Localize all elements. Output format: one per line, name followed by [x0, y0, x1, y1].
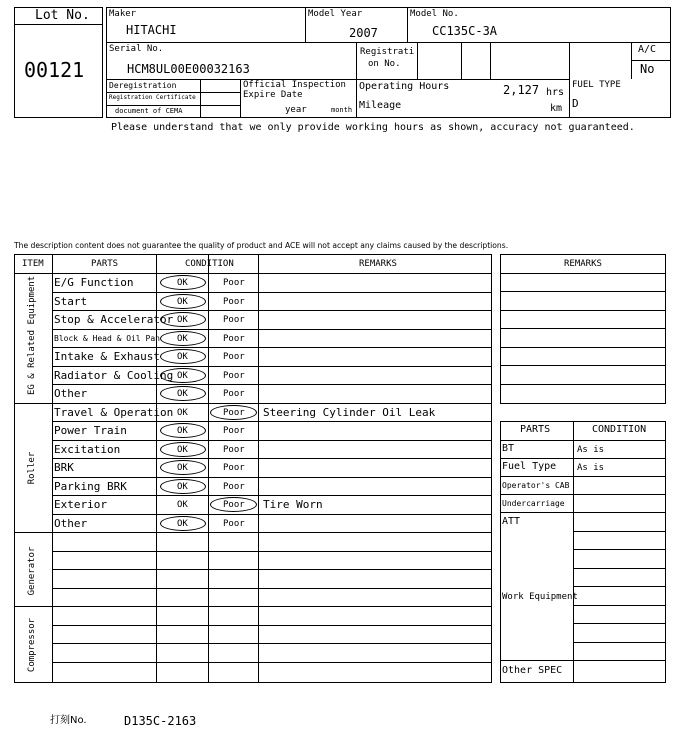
- ok-option[interactable]: OK: [177, 444, 188, 455]
- side-parts-row-line: [500, 512, 666, 513]
- km-unit: km: [550, 103, 563, 114]
- poor-option[interactable]: Poor: [223, 426, 245, 436]
- side-remarks-row-line: [500, 310, 666, 311]
- poor-option[interactable]: Poor: [223, 296, 245, 307]
- part-label: Block & Head & Oil Pan: [54, 333, 160, 343]
- model-year-value: 2007: [349, 26, 378, 40]
- model-no-label: Model No.: [410, 9, 459, 19]
- registration-certificate-label: Registration Certificate: [109, 94, 196, 101]
- operating-hours-label: Operating Hours: [359, 81, 450, 92]
- side-parts-row-line: [500, 494, 666, 495]
- inspection-label-1: Official Inspection: [243, 80, 346, 90]
- model-no-value: CC135C-3A: [432, 24, 498, 38]
- side-remarks-row-line: [500, 328, 666, 329]
- side-condition-row-line: [573, 586, 666, 587]
- ok-selected-circle: [160, 368, 206, 383]
- row-divider: [52, 477, 492, 478]
- poor-option[interactable]: Poor: [223, 333, 245, 344]
- month-label: month: [331, 106, 353, 114]
- hours-unit: hrs: [546, 87, 565, 98]
- poor-selected-circle: [210, 405, 257, 420]
- poor-option[interactable]: Poor: [223, 500, 245, 510]
- poor-option[interactable]: Poor: [223, 444, 245, 455]
- ok-option[interactable]: OK: [177, 333, 188, 344]
- ok-selected-circle: [160, 460, 206, 475]
- ok-option[interactable]: OK: [177, 352, 188, 362]
- side-remarks-row-line: [500, 365, 666, 366]
- row-divider: [52, 310, 492, 311]
- side-remarks-row-line: [500, 384, 666, 385]
- poor-option[interactable]: Poor: [223, 370, 245, 381]
- poor-option[interactable]: Poor: [223, 407, 245, 418]
- side-parts-row-line: [500, 660, 666, 661]
- group-label-eg: EG & Related Equipment: [27, 275, 37, 395]
- ok-option[interactable]: OK: [177, 370, 188, 381]
- row-divider: [52, 514, 492, 515]
- group-label-compressor: Compressor: [27, 617, 37, 673]
- group-divider: [14, 532, 492, 533]
- row-divider: [52, 347, 492, 348]
- side-condition-row-line: [573, 568, 666, 569]
- ok-option[interactable]: OK: [177, 463, 188, 473]
- ok-option[interactable]: OK: [177, 518, 188, 529]
- fuel-type-label: FUEL TYPE: [572, 80, 621, 90]
- serial-value: HCM8UL00E00032163: [127, 62, 250, 76]
- year-label: year: [285, 105, 307, 115]
- ok-option[interactable]: OK: [177, 315, 188, 325]
- remark-text: Tire Worn: [263, 498, 323, 511]
- ok-selected-circle: [160, 442, 206, 457]
- part-label: Other: [54, 387, 88, 400]
- part-label: BRK: [54, 461, 74, 474]
- ok-option[interactable]: OK: [177, 278, 188, 288]
- ok-option[interactable]: OK: [177, 296, 188, 307]
- part-label: Radiator & Cooling: [54, 368, 174, 382]
- inspection-label-2: Expire Date: [243, 90, 303, 100]
- side-condition-fuel-type: As is: [577, 463, 605, 473]
- ok-selected-circle: [160, 479, 206, 494]
- side-parts-header: PARTS: [520, 424, 551, 435]
- row-divider: [52, 495, 492, 496]
- part-label: Excitation: [54, 442, 121, 456]
- side-part-bt: BT: [502, 443, 515, 454]
- part-label: E/G Function: [54, 276, 134, 289]
- footer-label: 打刻No.: [50, 715, 87, 726]
- side-part-fuel-type: Fuel Type: [502, 461, 557, 472]
- part-label: Stop & Accelerator: [54, 313, 174, 326]
- mileage-label: Mileage: [359, 100, 402, 111]
- row-divider: [52, 569, 492, 570]
- side-parts-row-line: [500, 476, 666, 477]
- ok-selected-circle: [160, 331, 206, 346]
- row-divider: [52, 551, 492, 552]
- side-condition-row-line: [573, 642, 666, 643]
- footer-value: D135C-2163: [124, 714, 197, 728]
- row-divider: [52, 662, 492, 663]
- ok-selected-circle: [160, 423, 206, 438]
- cema-label: document of CEMA: [115, 107, 183, 115]
- accuracy-note: Please understand that we only provide working hours as shown, accuracy not guaranteed.: [111, 122, 635, 133]
- deregistration-label: Deregistration: [109, 81, 177, 90]
- side-condition-row-line: [573, 531, 666, 532]
- side-condition-bt: As is: [577, 445, 605, 455]
- row-divider: [52, 458, 492, 459]
- side-condition-row-line: [573, 605, 666, 606]
- remarks-header: REMARKS: [359, 259, 397, 269]
- parts-header: PARTS: [91, 259, 119, 269]
- row-divider: [52, 625, 492, 626]
- poor-option[interactable]: Poor: [223, 278, 245, 288]
- operating-hours-value: 2,127: [503, 83, 540, 97]
- lot-number: 00121: [24, 58, 85, 82]
- row-divider: [52, 643, 492, 644]
- side-condition-header: CONDITION: [592, 424, 647, 435]
- poor-option[interactable]: Poor: [223, 463, 245, 473]
- part-label: Intake & Exhaust: [54, 350, 160, 363]
- group-divider: [14, 403, 492, 404]
- part-label: Exterior: [54, 498, 107, 511]
- side-remarks-frame: [500, 254, 666, 404]
- side-remarks-row-line: [500, 291, 666, 292]
- maker-label: Maker: [109, 9, 137, 19]
- row-divider: [52, 292, 492, 293]
- poor-option[interactable]: Poor: [223, 352, 245, 362]
- row-divider: [52, 384, 492, 385]
- item-header: ITEM: [22, 259, 44, 269]
- serial-label: Serial No.: [109, 44, 164, 54]
- ok-selected-circle: [160, 312, 206, 327]
- maker-value: HITACHI: [126, 23, 177, 37]
- remark-text: Steering Cylinder Oil Leak: [263, 405, 436, 419]
- ok-selected-circle: [160, 386, 206, 401]
- group-label-roller: Roller: [27, 451, 37, 485]
- ok-selected-circle: [160, 275, 206, 290]
- group-divider: [14, 606, 492, 607]
- poor-option[interactable]: Poor: [223, 315, 245, 325]
- disclaimer: The description content does not guarantee the quality of product and ACE will not accept any claims caused by the descriptions.: [14, 241, 509, 250]
- row-divider: [52, 440, 492, 441]
- side-part-undercarriage: Undercarriage: [502, 499, 565, 508]
- side-condition-row-line: [573, 549, 666, 550]
- side-part-work-equipment: Work Equipment: [502, 592, 578, 602]
- side-remarks-header: REMARKS: [564, 259, 602, 269]
- ok-option[interactable]: OK: [177, 481, 188, 492]
- ok-option[interactable]: OK: [177, 500, 188, 510]
- row-divider: [52, 421, 492, 422]
- row-divider: [52, 329, 492, 330]
- ok-selected-circle: [160, 349, 206, 364]
- part-label: Other: [54, 516, 88, 530]
- ac-value: No: [640, 62, 655, 76]
- ok-selected-circle: [160, 516, 206, 531]
- row-divider: [52, 588, 492, 589]
- side-parts-row-line: [500, 458, 666, 459]
- fuel-type-value: D: [572, 97, 579, 110]
- part-label: Parking BRK: [54, 479, 127, 493]
- poor-option[interactable]: Poor: [223, 389, 245, 399]
- poor-selected-circle: [210, 497, 257, 512]
- part-label: Travel & Operation: [54, 405, 174, 419]
- condition-header: CONDITION: [185, 259, 234, 269]
- side-remarks-row-line: [500, 347, 666, 348]
- side-remarks-row-line: [500, 273, 666, 274]
- poor-option[interactable]: Poor: [223, 518, 245, 529]
- registration-label-1: Registrati: [360, 47, 415, 57]
- side-part-att: ATT: [502, 516, 521, 527]
- row-divider: [52, 366, 492, 367]
- ac-label: A/C: [638, 44, 657, 55]
- part-label: Power Train: [54, 424, 127, 437]
- side-part-operator-cab: Operator's CAB: [502, 481, 570, 490]
- ok-option[interactable]: OK: [177, 407, 188, 418]
- group-label-generator: Generator: [27, 546, 37, 596]
- lot-label: Lot No.: [35, 8, 90, 23]
- registration-label-2: on No.: [368, 59, 401, 69]
- ok-selected-circle: [160, 294, 206, 309]
- ok-option[interactable]: OK: [177, 426, 188, 436]
- side-parts-row-line: [500, 440, 666, 441]
- side-condition-row-line: [573, 623, 666, 624]
- poor-option[interactable]: Poor: [223, 481, 245, 492]
- model-year-label: Model Year: [308, 9, 363, 19]
- ok-option[interactable]: OK: [177, 389, 188, 399]
- side-part-other-spec: Other SPEC: [502, 665, 563, 676]
- part-label: Start: [54, 294, 88, 308]
